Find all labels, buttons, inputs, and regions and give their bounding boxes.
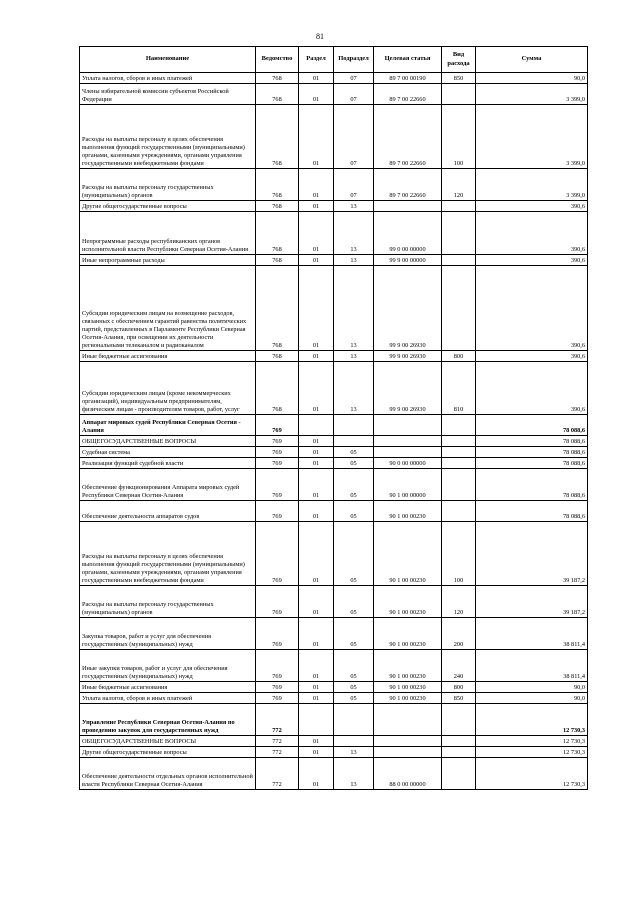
cell-expense-type: 100 <box>442 105 476 169</box>
cell-expense-type: 850 <box>442 693 476 704</box>
cell-sum: 78 088,6 <box>476 415 588 436</box>
table-row <box>80 169 588 201</box>
cell-subsection <box>334 704 374 736</box>
cell-expense-type <box>442 501 476 522</box>
cell-subsection: 07 <box>334 169 374 201</box>
cell-subsection: 05 <box>334 469 374 501</box>
cell-target <box>374 201 442 212</box>
table-row <box>80 255 588 266</box>
cell-sum: 78 088,6 <box>476 469 588 501</box>
cell-ministry: 769 <box>256 415 299 436</box>
cell-section: 01 <box>299 469 334 501</box>
cell-name: Непрограммные расходы республиканских органов исполнительной власти Республики Северная Осетия-Алания <box>80 212 256 255</box>
table-header-row <box>80 47 588 73</box>
cell-expense-type <box>442 266 476 351</box>
cell-name: Судебная система <box>80 447 256 458</box>
cell-ministry: 768 <box>256 362 299 415</box>
cell-expense-type <box>442 436 476 447</box>
table-row <box>80 415 588 436</box>
table-row <box>80 362 588 415</box>
cell-sum: 90,0 <box>476 73 588 84</box>
table-row <box>80 212 588 255</box>
cell-ministry: 769 <box>256 469 299 501</box>
cell-target: 90 1 00 00230 <box>374 522 442 586</box>
cell-ministry: 768 <box>256 266 299 351</box>
cell-ministry: 769 <box>256 447 299 458</box>
cell-target: 90 1 00 00230 <box>374 693 442 704</box>
cell-ministry: 772 <box>256 747 299 758</box>
cell-expense-type <box>442 736 476 747</box>
cell-section: 01 <box>299 201 334 212</box>
cell-name: Расходы на выплаты персоналу государственных (муниципальных) органов <box>80 586 256 618</box>
cell-expense-type: 800 <box>442 682 476 693</box>
cell-subsection: 05 <box>334 650 374 682</box>
cell-name: Иные непрограммные расходы <box>80 255 256 266</box>
cell-section: 01 <box>299 266 334 351</box>
cell-name: Расходы на выплаты персоналу в целях обеспечения выполнения функций государственными (муниципальными) органами, казенными учреждениями, органами управления государственными внебюджетными фондами <box>80 522 256 586</box>
cell-name: Другие общегосударственные вопросы <box>80 201 256 212</box>
cell-sum: 78 088,6 <box>476 501 588 522</box>
cell-name: Расходы на выплаты персоналу в целях обеспечения выполнения функций государственными (муниципальными) органами, казенными учреждениями, органами управления государственными внебюджетными фондами <box>80 105 256 169</box>
cell-expense-type <box>442 201 476 212</box>
cell-section: 01 <box>299 169 334 201</box>
cell-expense-type <box>442 758 476 790</box>
cell-section: 01 <box>299 351 334 362</box>
header-name: Наименование <box>80 47 256 73</box>
page-number: 81 <box>316 32 324 41</box>
cell-name: Расходы на выплаты персоналу государственных (муниципальных) органов <box>80 169 256 201</box>
cell-section: 01 <box>299 255 334 266</box>
cell-sum: 39 187,2 <box>476 586 588 618</box>
cell-ministry: 768 <box>256 255 299 266</box>
cell-expense-type: 100 <box>442 522 476 586</box>
table-row <box>80 758 588 790</box>
table-row <box>80 586 588 618</box>
cell-section: 01 <box>299 447 334 458</box>
cell-name: ОБЩЕГОСУДАРСТВЕННЫЕ ВОПРОСЫ <box>80 736 256 747</box>
cell-expense-type: 200 <box>442 618 476 650</box>
cell-subsection: 13 <box>334 747 374 758</box>
table-body <box>80 73 588 790</box>
cell-target: 88 0 00 00000 <box>374 758 442 790</box>
cell-ministry: 769 <box>256 436 299 447</box>
cell-sum: 78 088,6 <box>476 447 588 458</box>
cell-target <box>374 736 442 747</box>
cell-subsection: 13 <box>334 255 374 266</box>
cell-section: 01 <box>299 436 334 447</box>
cell-target: 99 9 00 26930 <box>374 351 442 362</box>
cell-expense-type <box>442 469 476 501</box>
cell-subsection: 05 <box>334 693 374 704</box>
cell-target: 90 1 00 00230 <box>374 618 442 650</box>
cell-sum: 390,6 <box>476 266 588 351</box>
cell-sum: 3 399,0 <box>476 105 588 169</box>
header-expense-type: Вид расхода <box>442 47 476 73</box>
cell-expense-type: 850 <box>442 73 476 84</box>
table-row <box>80 201 588 212</box>
cell-section: 01 <box>299 586 334 618</box>
cell-target <box>374 447 442 458</box>
cell-sum: 390,6 <box>476 201 588 212</box>
cell-target: 99 9 00 26930 <box>374 362 442 415</box>
cell-sum: 390,6 <box>476 212 588 255</box>
cell-section: 01 <box>299 458 334 469</box>
cell-name: ОБЩЕГОСУДАРСТВЕННЫЕ ВОПРОСЫ <box>80 436 256 447</box>
cell-section: 01 <box>299 105 334 169</box>
table-row <box>80 469 588 501</box>
cell-section: 01 <box>299 84 334 105</box>
cell-section: 01 <box>299 693 334 704</box>
cell-target: 99 9 00 00000 <box>374 255 442 266</box>
cell-expense-type <box>442 704 476 736</box>
cell-name: Субсидии юридическим лицам на возмещение расходов, связанных с обеспечением гарантий равенства политических партий, представленных в Парламенте Республики Северная Осетия-Алания, при освещении их деятельности региональными телеканалом и радиоканалом <box>80 266 256 351</box>
cell-target: 90 1 00 00230 <box>374 501 442 522</box>
table-row <box>80 704 588 736</box>
cell-sum: 3 399,0 <box>476 169 588 201</box>
cell-sum: 38 811,4 <box>476 650 588 682</box>
cell-sum: 39 187,2 <box>476 522 588 586</box>
cell-section: 01 <box>299 682 334 693</box>
cell-ministry: 769 <box>256 522 299 586</box>
cell-ministry: 768 <box>256 201 299 212</box>
table-row <box>80 693 588 704</box>
table-row <box>80 501 588 522</box>
header-section: Раздел <box>299 47 334 73</box>
table-row <box>80 105 588 169</box>
cell-subsection: 13 <box>334 758 374 790</box>
cell-subsection: 05 <box>334 501 374 522</box>
cell-ministry: 768 <box>256 212 299 255</box>
table-row <box>80 736 588 747</box>
cell-target: 90 0 00 00000 <box>374 458 442 469</box>
cell-expense-type: 810 <box>442 362 476 415</box>
cell-section: 01 <box>299 736 334 747</box>
header-ministry: Ведомство <box>256 47 299 73</box>
cell-target: 90 1 00 00230 <box>374 586 442 618</box>
cell-subsection: 07 <box>334 84 374 105</box>
cell-target: 99 9 00 26930 <box>374 266 442 351</box>
cell-subsection: 05 <box>334 522 374 586</box>
cell-name: Иные закупки товаров, работ и услуг для обеспечения государственных (муниципальных) нужд <box>80 650 256 682</box>
cell-section <box>299 415 334 436</box>
cell-subsection: 05 <box>334 618 374 650</box>
cell-target: 89 7 00 22660 <box>374 169 442 201</box>
budget-table <box>79 46 588 790</box>
cell-subsection: 13 <box>334 351 374 362</box>
cell-target: 89 7 00 00190 <box>374 73 442 84</box>
cell-sum: 390,6 <box>476 362 588 415</box>
table-row <box>80 618 588 650</box>
cell-section: 01 <box>299 522 334 586</box>
cell-name: Уплата налогов, сборов и иных платежей <box>80 73 256 84</box>
cell-sum: 12 730,3 <box>476 736 588 747</box>
cell-sum: 12 730,3 <box>476 758 588 790</box>
cell-subsection: 13 <box>334 212 374 255</box>
cell-sum: 90,0 <box>476 693 588 704</box>
cell-expense-type <box>442 84 476 105</box>
cell-subsection <box>334 436 374 447</box>
cell-name: Субсидии юридическим лицам (кроме некоммерческих организаций), индивидуальным предпринимателям, физическим лицам - производителям товаров, работ, услуг <box>80 362 256 415</box>
cell-sum: 390,6 <box>476 351 588 362</box>
cell-name: Аппарат мировых судей Республики Северная Осетия - Алания <box>80 415 256 436</box>
cell-subsection: 05 <box>334 447 374 458</box>
cell-sum: 78 088,6 <box>476 458 588 469</box>
cell-name: Иные бюджетные ассигнования <box>80 682 256 693</box>
cell-target: 99 0 00 00000 <box>374 212 442 255</box>
cell-expense-type: 800 <box>442 351 476 362</box>
table-row <box>80 522 588 586</box>
cell-sum: 12 730,3 <box>476 747 588 758</box>
cell-ministry: 769 <box>256 586 299 618</box>
cell-expense-type: 240 <box>442 650 476 682</box>
cell-sum: 3 399,0 <box>476 84 588 105</box>
cell-subsection: 05 <box>334 458 374 469</box>
cell-section: 01 <box>299 362 334 415</box>
cell-name: Другие общегосударственные вопросы <box>80 747 256 758</box>
cell-name: Реализация функций судебной власти <box>80 458 256 469</box>
table-row <box>80 458 588 469</box>
cell-ministry: 772 <box>256 758 299 790</box>
table-row <box>80 84 588 105</box>
cell-target: 90 1 00 00000 <box>374 469 442 501</box>
cell-name: Обеспечение функционирования Аппарата мировых судей Республики Северная Осетия-Алания <box>80 469 256 501</box>
cell-target <box>374 747 442 758</box>
cell-expense-type: 120 <box>442 169 476 201</box>
cell-target: 90 1 00 00230 <box>374 650 442 682</box>
cell-section: 01 <box>299 650 334 682</box>
header-subsection: Подраздел <box>334 47 374 73</box>
cell-section: 01 <box>299 758 334 790</box>
cell-subsection: 13 <box>334 362 374 415</box>
cell-ministry: 769 <box>256 682 299 693</box>
cell-ministry: 769 <box>256 650 299 682</box>
cell-subsection: 07 <box>334 105 374 169</box>
cell-name: Управление Республики Северная Осетия-Алания по проведению закупок для государственных нужд <box>80 704 256 736</box>
cell-section: 01 <box>299 747 334 758</box>
cell-expense-type <box>442 458 476 469</box>
cell-sum: 12 730,3 <box>476 704 588 736</box>
cell-expense-type <box>442 747 476 758</box>
cell-section: 01 <box>299 618 334 650</box>
cell-ministry: 768 <box>256 84 299 105</box>
cell-expense-type <box>442 415 476 436</box>
cell-section: 01 <box>299 212 334 255</box>
cell-target <box>374 415 442 436</box>
cell-target <box>374 704 442 736</box>
cell-sum: 90,0 <box>476 682 588 693</box>
cell-section: 01 <box>299 501 334 522</box>
cell-ministry: 768 <box>256 351 299 362</box>
cell-section: 01 <box>299 73 334 84</box>
cell-subsection: 07 <box>334 73 374 84</box>
cell-sum: 390,6 <box>476 255 588 266</box>
cell-target: 90 1 00 00230 <box>374 682 442 693</box>
cell-subsection <box>334 415 374 436</box>
cell-name: Члены избирательной комиссии субъектов Российской Федерации <box>80 84 256 105</box>
table-row <box>80 447 588 458</box>
cell-name: Уплата налогов, сборов и иных платежей <box>80 693 256 704</box>
cell-name: Иные бюджетные ассигнования <box>80 351 256 362</box>
table-row <box>80 650 588 682</box>
cell-target: 89 7 00 22660 <box>374 105 442 169</box>
cell-subsection <box>334 736 374 747</box>
table-row <box>80 73 588 84</box>
cell-expense-type: 120 <box>442 586 476 618</box>
table-row <box>80 351 588 362</box>
cell-expense-type <box>442 447 476 458</box>
cell-ministry: 772 <box>256 704 299 736</box>
cell-sum: 78 088,6 <box>476 436 588 447</box>
table-row <box>80 682 588 693</box>
cell-name: Обеспечение деятельности аппаратов судов <box>80 501 256 522</box>
cell-section <box>299 704 334 736</box>
header-sum: Сумма <box>476 47 588 73</box>
cell-ministry: 769 <box>256 501 299 522</box>
cell-ministry: 772 <box>256 736 299 747</box>
cell-ministry: 768 <box>256 105 299 169</box>
cell-ministry: 769 <box>256 693 299 704</box>
cell-target <box>374 436 442 447</box>
cell-ministry: 768 <box>256 73 299 84</box>
cell-sum: 38 811,4 <box>476 618 588 650</box>
cell-subsection: 05 <box>334 682 374 693</box>
table-row <box>80 266 588 351</box>
cell-ministry: 769 <box>256 458 299 469</box>
table-row <box>80 436 588 447</box>
cell-subsection: 13 <box>334 266 374 351</box>
table-row <box>80 747 588 758</box>
cell-expense-type <box>442 212 476 255</box>
cell-subsection: 13 <box>334 201 374 212</box>
cell-target: 89 7 00 22660 <box>374 84 442 105</box>
header-target: Целевая статья <box>374 47 442 73</box>
cell-ministry: 769 <box>256 618 299 650</box>
cell-subsection: 05 <box>334 586 374 618</box>
cell-name: Закупка товаров, работ и услуг для обеспечения государственных (муниципальных) нужд <box>80 618 256 650</box>
cell-name: Обеспечение деятельности отдельных органов исполнительной власти Республики Северная Осетия-Алания <box>80 758 256 790</box>
cell-ministry: 768 <box>256 169 299 201</box>
cell-expense-type <box>442 255 476 266</box>
